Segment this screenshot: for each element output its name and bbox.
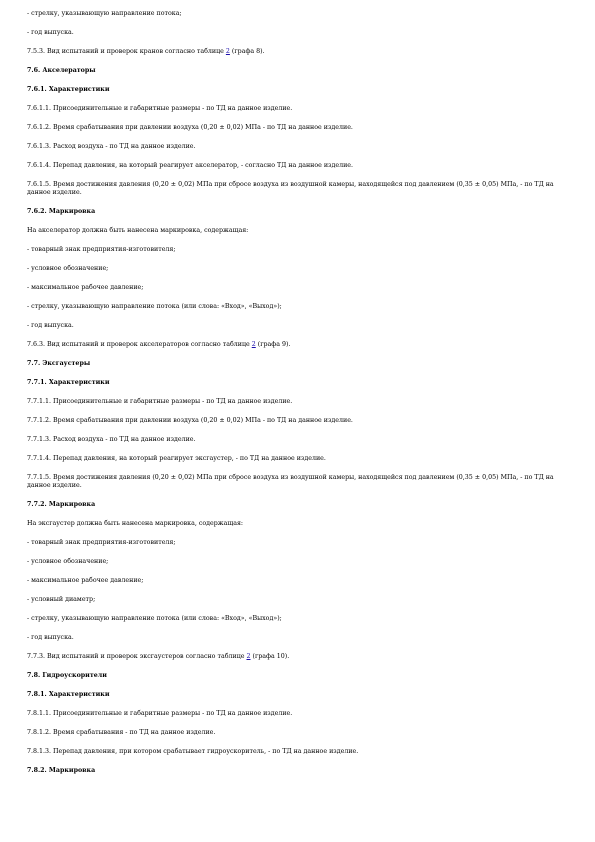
paragraph-text-after: (графа 10). xyxy=(250,653,290,661)
table-reference-link[interactable]: 2 xyxy=(246,653,251,661)
paragraph-text: 7.6.1.2. Время срабатывания при давлении воздуха (0,20 ± 0,02) МПа - по ТД на данное изделие. xyxy=(27,124,353,131)
paragraph-text: 7.5.3. Вид испытаний и проверок кранов согласно таблице xyxy=(27,48,226,55)
paragraph-text: - товарный знак предприятия-изготовителя; xyxy=(27,246,176,254)
paragraph-text: 7.8.1.2. Время срабатывания - по ТД на данное изделие. xyxy=(27,729,216,737)
paragraph xyxy=(27,615,569,623)
paragraph-text: 7.8.1. Характеристики xyxy=(27,691,110,699)
paragraph xyxy=(27,265,569,273)
paragraph-text: 7.7.2. Маркировка xyxy=(27,501,96,509)
paragraph-text: 7.7.1.2. Время срабатывания при давлении воздуха (0,20 ± 0,02) МПа - по ТД на данное изделие. xyxy=(27,417,353,425)
paragraph-text: 7.6.3. Вид испытаний и проверок акселераторов согласно таблице xyxy=(27,341,252,349)
paragraph xyxy=(27,181,569,197)
paragraph-text: 7.6.1.5. Время достижения давления (0,20 ± 0,02) МПа при сбросе воздуха из воздушной камеры, находящейся под давлением (0,35 ± 0,05) МПа, - по ТД на данное изделие. xyxy=(27,181,554,197)
paragraph xyxy=(27,520,569,528)
paragraph xyxy=(27,398,569,406)
paragraph-text: 7.7.1. Характеристики xyxy=(27,379,110,387)
paragraph xyxy=(27,105,569,113)
paragraph-text: - год выпуска. xyxy=(27,322,74,330)
paragraph xyxy=(27,322,569,330)
paragraph-text: На акселератор должна быть нанесена маркировка, содержащая: xyxy=(27,227,249,235)
paragraph-text: - условное обозначение; xyxy=(27,558,109,566)
paragraph xyxy=(27,710,569,718)
paragraph-text: 7.6. Акселераторы xyxy=(27,67,96,74)
section-heading xyxy=(27,672,569,680)
paragraph-text: 7.7.3. Вид испытаний и проверок эксгаустеров согласно таблице xyxy=(27,653,247,661)
paragraph-text: - год выпуска. xyxy=(27,29,74,36)
paragraph xyxy=(27,284,569,292)
paragraph xyxy=(27,246,569,254)
paragraph-text: 7.8.2. Маркировка xyxy=(27,767,96,775)
section-heading xyxy=(27,67,569,75)
paragraph-text: - товарный знак предприятия-изготовителя; xyxy=(27,539,176,547)
paragraph-text: - год выпуска. xyxy=(27,634,74,642)
paragraph-text: - условный диаметр; xyxy=(27,596,96,604)
paragraph xyxy=(27,29,569,37)
paragraph xyxy=(27,558,569,566)
paragraph-text: - стрелку, указывающую направление потока (или слова: «Вход», «Выход»); xyxy=(27,615,282,623)
paragraph-text: 7.6.1.1. Присоединительные и габаритные размеры - по ТД на данное изделие. xyxy=(27,105,293,112)
paragraph-text: 7.7.1.3. Расход воздуха - по ТД на данное изделие. xyxy=(27,436,196,444)
paragraph xyxy=(27,634,569,642)
section-heading xyxy=(27,360,569,368)
paragraph-text: 7.8.1.3. Перепад давления, при котором срабатывает гидроускоритель, - по ТД на данное изделие. xyxy=(27,748,359,756)
paragraph xyxy=(27,143,569,151)
paragraph-text: 7.7.1.5. Время достижения давления (0,20 ± 0,02) МПа при сбросе воздуха из воздушной камеры, находящейся под давлением (0,35 ± 0,05) МПа, - по ТД на данное изделие. xyxy=(27,474,554,490)
section-heading xyxy=(27,379,569,387)
table-reference-link[interactable]: 2 xyxy=(251,341,256,349)
paragraph xyxy=(27,341,569,349)
paragraph-text: 7.6.1. Характеристики xyxy=(27,86,110,93)
paragraph xyxy=(27,596,569,604)
paragraph-text: 7.6.1.4. Перепад давления, на который реагирует акселератор, - согласно ТД на данное изделие. xyxy=(27,162,354,169)
paragraph-text-after: (графа 9). xyxy=(255,341,291,349)
paragraph-text: 7.7. Эксгаустеры xyxy=(27,360,91,368)
paragraph-text: На эксгаустер должна быть нанесена маркировка, содержащая: xyxy=(27,520,244,528)
paragraph xyxy=(27,729,569,737)
paragraph-text: 7.8. Гидроускорители xyxy=(27,672,107,680)
paragraph-text: - максимальное рабочее давление; xyxy=(27,577,144,585)
paragraph xyxy=(27,10,569,18)
table-reference-link[interactable]: 2 xyxy=(225,48,230,55)
paragraph xyxy=(27,417,569,425)
section-heading xyxy=(27,767,569,775)
paragraph-text: - стрелку, указывающую направление потока (или слова: «Вход», «Выход»); xyxy=(27,303,282,311)
section-heading xyxy=(27,691,569,699)
paragraph-text: 7.7.1.4. Перепад давления, на который реагирует эксгаустер, - по ТД на данное изделие. xyxy=(27,455,326,463)
paragraph-text: - стрелку, указывающую направление потока; xyxy=(27,10,182,17)
paragraph-text: 7.6.2. Маркировка xyxy=(27,208,96,216)
paragraph xyxy=(27,436,569,444)
paragraph-text: - максимальное рабочее давление; xyxy=(27,284,144,292)
paragraph xyxy=(27,48,569,56)
section-heading xyxy=(27,501,569,509)
paragraph xyxy=(27,539,569,547)
paragraph xyxy=(27,653,569,661)
paragraph xyxy=(27,162,569,170)
paragraph-text: 7.7.1.1. Присоединительные и габаритные размеры - по ТД на данное изделие. xyxy=(27,398,293,406)
paragraph xyxy=(27,577,569,585)
paragraph-text-after: (графа 8). xyxy=(229,48,265,55)
section-heading xyxy=(27,208,569,216)
paragraph-text: 7.8.1.1. Присоединительные и габаритные размеры - по ТД на данное изделие. xyxy=(27,710,293,718)
paragraph xyxy=(27,227,569,235)
paragraph-text: - условное обозначение; xyxy=(27,265,109,273)
paragraph xyxy=(27,124,569,132)
paragraph xyxy=(27,748,569,756)
section-heading xyxy=(27,86,569,94)
paragraph xyxy=(27,303,569,311)
paragraph xyxy=(27,455,569,463)
paragraph-text: 7.6.1.3. Расход воздуха - по ТД на данное изделие. xyxy=(27,143,196,150)
paragraph xyxy=(27,474,569,490)
